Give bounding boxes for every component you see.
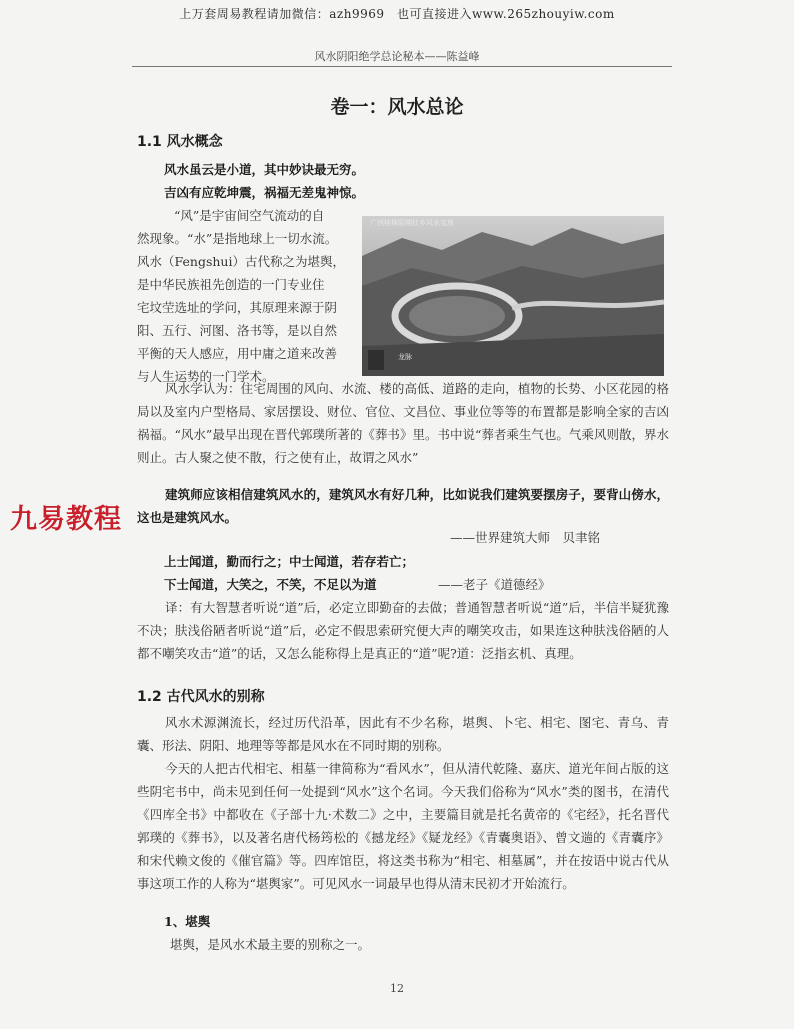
top-promo-note: 上万套周易教程请加微信：azh9969 也可直接进入www.265zhouyiw.com xyxy=(179,7,615,21)
page-number: 12 xyxy=(390,982,404,995)
wrap-line-7: 平衡的天人感应，用中庸之道来改善 xyxy=(137,346,338,361)
attribution-laozi: ——老子《道德经》 xyxy=(438,577,551,592)
attribution-architect: ——世界建筑大师 贝聿铭 xyxy=(450,530,601,545)
section-1-heading: 1.1 风水概念 xyxy=(137,134,223,150)
daodejing-quote-line-2: 下士闻道，大笑之，不笑，不足以为道 xyxy=(164,577,377,592)
wrap-line-8: 与人生运势的一门学术。 xyxy=(137,369,275,384)
paragraph-aliases: 风水术源渊流长，经过历代沿革，因此有不少名称，堪舆、卜宅、相宅、图宅、青乌、青囊、形法、阴阳、地理等等都是风水在不同时期的别称。 xyxy=(137,715,669,753)
running-head: 风水阴阳绝学总论秘本——陈益峰 xyxy=(314,50,480,63)
wrap-line-5: 宅坟茔选址的学问，其原理来源于阴 xyxy=(137,300,338,315)
wrap-line-6: 阳、五行、河图、洛书等，是以自然 xyxy=(137,323,338,338)
paragraph-fengshui-theory: 风水学认为：住宅周围的风向、水流、楼的高低、道路的走向，植物的长势、小区花园的格局以及室内户型格局、家居摆设、财位、官位、文昌位、事业位等等的布置都是影响全家的吉凶祸福。“风水”最早出现在晋代郭璞所著的《葬书》里。书中说“葬者乘生气也。气乘风则散，界水则止。古人聚之使不散，行之使有止，故谓之风水” xyxy=(137,381,669,465)
subsection-text-kanyu: 堪舆，是风水术最主要的别称之一。 xyxy=(170,937,371,952)
wrap-line-1: “风”是宇宙间空气流动的自 xyxy=(174,208,325,223)
wrap-line-4: 是中华民族祖先创造的一门专业住 xyxy=(137,277,325,292)
paragraph-history: 今天的人把古代相宅、相墓一律简称为“看风水”，但从清代乾隆、嘉庆、道光年间占版的这些阴宅书中，尚未见到任何一处提到“风水”这个名词。今天我们俗称为“风水”类的图书，在清代《四库全书》中都收在《子部十九·术数二》之中，主要篇目就是托名黄帝的《宅经》，托名晋代郭璞的《葬书》，以及著名唐代杨筠松的《撼龙经》《疑龙经》《青囊奥语》、曾文遄的《青囊序》和宋代赖文俊的《催官篇》等。四库馆臣，将这类书称为“相宅、相墓属”，并在按语中说古代从事这项工作的人称为“堪舆家”。可见风水一词最早也得从清末民初才开始流行。 xyxy=(137,761,669,891)
photo-inner-label: 龙脉 xyxy=(398,353,412,361)
daodejing-quote-line-1: 上士闻道，勤而行之；中士闻道，若存若亡； xyxy=(164,554,415,569)
header-rule xyxy=(132,66,672,67)
subsection-heading-kanyu: 1、堪舆 xyxy=(164,914,211,929)
wrap-line-3: 风水（Fengshui）古代称之为堪舆， xyxy=(137,254,345,269)
section-2-heading: 1.2 古代风水的别称 xyxy=(137,689,265,705)
verse-line-1: 风水虽云是小道，其中妙诀最无穷。 xyxy=(164,162,365,177)
wrap-line-2: 然现象。“水”是指地球上一切水流。 xyxy=(137,231,338,246)
paragraph-architect-quote: 建筑师应该相信建筑风水的，建筑风水有好几种，比如说我们建筑要摆房子，要背山傍水，这也是建筑风水。 xyxy=(137,487,669,525)
verse-line-2: 吉凶有应乾坤震，祸福无差鬼神惊。 xyxy=(164,185,365,200)
chapter-title: 卷一：风水总论 xyxy=(330,96,464,118)
photo-caption: 广西桂林阳朔壮乡风水宝地 xyxy=(370,219,454,227)
watermark-logo: 九易教程 xyxy=(10,504,122,535)
paragraph-translation: 译：有大智慧者听说“道”后，必定立即勤奋的去做；普通智慧者听说“道”后，半信半疑犹豫不决；肤浅俗陋者听说“道”后，必定不假思索研究便大声的嘲笑攻击，如果连这种肤浅俗陋的人都不嘲笑攻击“道”的话，又怎么能称得上是真正的“道”呢?道：泛指玄机、真理。 xyxy=(137,600,669,661)
